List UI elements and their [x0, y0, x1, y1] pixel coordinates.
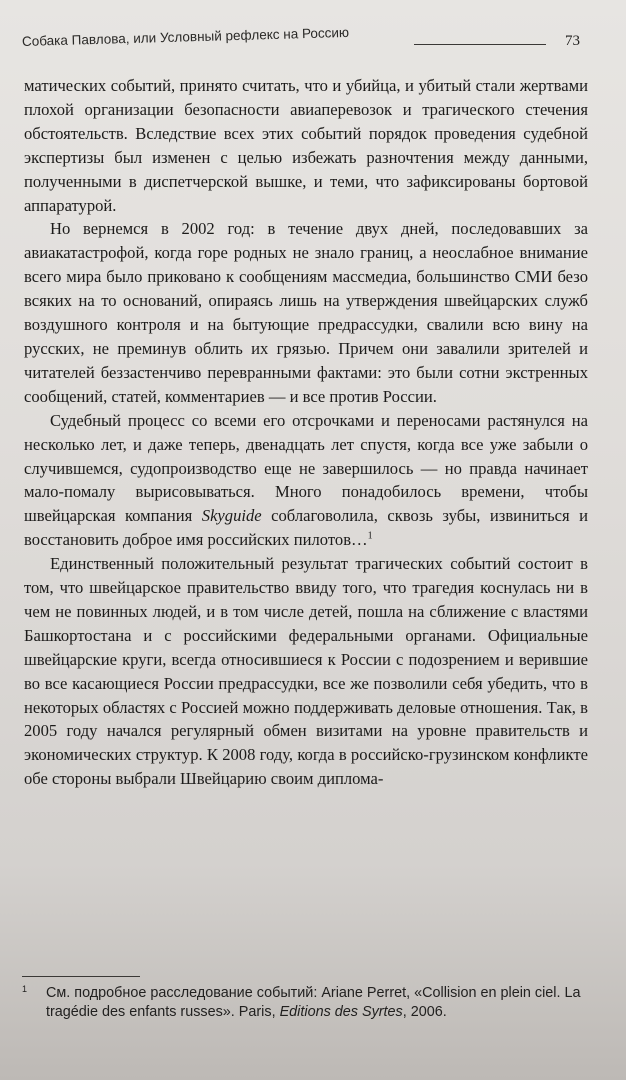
body-text — [24, 74, 588, 791]
footnote-number: 1 — [22, 984, 28, 994]
running-head — [21, 24, 604, 54]
footnote-citation: См. подробное расследование событий: Ariane Perret, «Collision en plein ciel. La tragédie des enfants russes». Paris, — [46, 985, 581, 1020]
company-name: Skyguide — [201, 506, 262, 526]
paragraph-skyguide — [24, 409, 588, 552]
footnote — [22, 984, 594, 1022]
publisher-name: Editions des Syrtes — [279, 1004, 403, 1020]
header-rule — [414, 44, 546, 45]
running-title: Собака Павлова, или Условный рефлекс на Россию — [21, 24, 350, 49]
footnote-rule — [22, 976, 140, 977]
footnote-year: , 2006. — [402, 1004, 447, 1020]
footnote-text — [22, 984, 594, 1022]
page-number: 73 — [565, 33, 580, 49]
paragraph: Но вернемся в 2002 год: в течение двух дней, последовавших за авиакатастрофой, когда горе родных не знало границ, а неослабное внимание всего мира было приковано к сообщениям массмедиа, большинство СМИ безо всяких на то оснований, опираясь лишь на утверждения швейцарских служб воздушного контроля и на бытующие предрассудки, свалили всю вину на русских, не преминув облить их грязью. Причем они завалили зрителей и читателей беззастенчиво перевранными фактами: это были сотни экстренных сообщений, статей, комментариев — и все против России. — [24, 219, 588, 406]
paragraph-text: соблаговолила, сквозь зубы, извиниться и восстановить доброе имя российских пилотов… — [24, 506, 588, 550]
paragraph-text: Судебный процесс со всеми его отсрочками и переносами растянулся на несколько лет, и даже теперь, двенадцать лет спустя, когда все уже забыли о случившемся, судопроизводство еще не завершилось — но правда начинает мало-помалу вырисовываться. Много понадобилось времени, чтобы швейцарская компания — [24, 410, 588, 526]
footnote-reference: 1 — [367, 530, 373, 542]
paragraph: Единственный положительный результат трагических событий состоит в том, что швейцарское правительство ввиду того, что трагедия коснулась ни в чем не повинных людей, и в том числе детей, пошла на сближение с властями Башкортостана и с российскими федеральными органами. Официальные швейцарские круги, всегда относившиеся к России с подозрением и верившие во все касающиеся России предрассудки, все же позволили себя убедить, что в некоторых областях с Россией можно поддерживать деловые отношения. Так, в 2005 году начался регулярный обмен визитами на уровне правительств и экономических структур. К 2008 году, когда в российско-грузинском конфликте обе стороны выбрали Швейцарию своим диплома- — [24, 554, 588, 789]
paragraph-continued: матических событий, принято считать, что и убийца, и убитый стали жертвами плохой организации безопасности авиаперевозок и трагического стечения обстоятельств. Вследствие всех этих событий порядок проведения судебной экспертизы был изменен с целью избежать разночтения между данными, полученными в диспетчерской вышке, и теми, что зафиксированы бортовой аппаратурой. — [24, 76, 588, 215]
